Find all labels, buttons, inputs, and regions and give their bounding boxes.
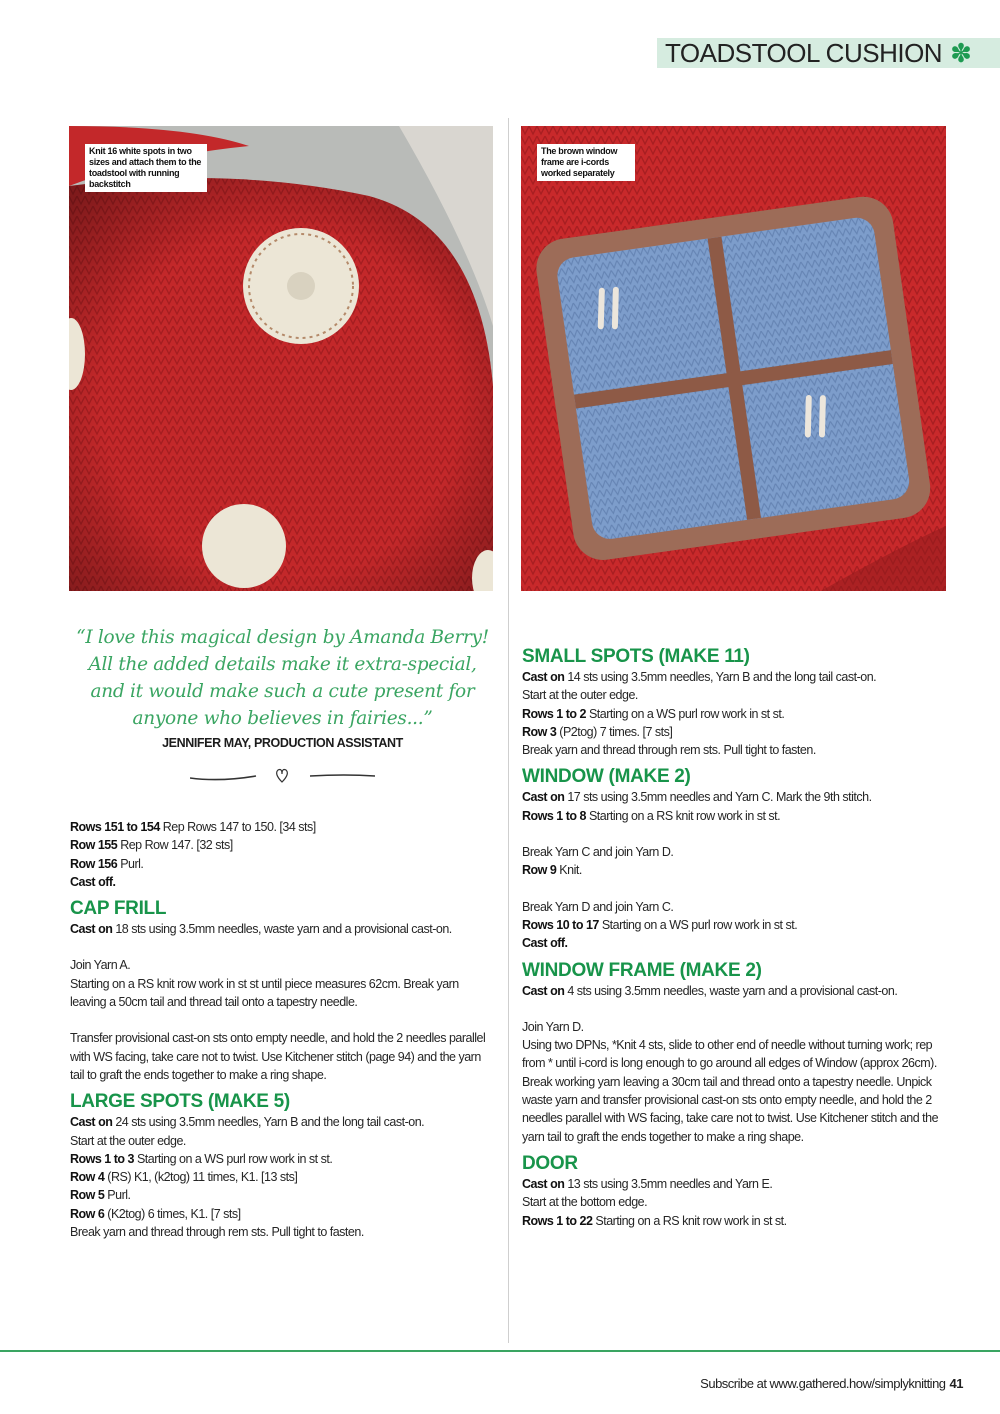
window-illustration [521,126,946,591]
small-spot [202,504,286,588]
row-label: Cast on [70,1115,113,1130]
ornament-divider-icon [190,764,375,788]
pattern-line [522,668,952,686]
row-text: (P2tog) 7 times. [7 sts] [556,724,673,739]
heading-large-spots: LARGE SPOTS (MAKE 5) [70,1091,290,1113]
pattern-line [70,818,495,836]
pattern-line: Break Yarn D and join Yarn C. [522,899,674,914]
row-label: Row 9 [522,863,557,878]
row-label: Row 156 [70,856,118,871]
row-text: (RS) K1, (k2tog) 11 times, K1. [13 sts] [104,1170,298,1185]
pattern-line: Break Yarn C and join Yarn D. [522,845,674,860]
pattern-line [522,807,952,825]
pattern-line [522,861,952,879]
page-section-title: TOADSTOOL CUSHION [665,37,943,68]
row-text: 13 sts using 3.5mm needles and Yarn E. [564,1176,773,1191]
photo-toadstool-spots [69,126,493,591]
pattern-line [70,855,495,873]
pattern-line [522,705,952,723]
row-label: Rows 1 to 2 [522,706,586,721]
pattern-line: Start at the outer edge. [70,1133,186,1148]
pattern-line [70,1186,495,1204]
pattern-line [522,916,952,934]
photo-toadstool-window [521,126,946,591]
pattern-line [70,1168,495,1186]
pattern-line: Starting on a RS knit row work in st st until piece measures 62cm. Break yarn leaving a 50cm tail and thread tail onto a tapestry needle. [70,976,459,1010]
heading-window-frame: WINDOW FRAME (MAKE 2) [522,959,762,981]
row-label: Rows 1 to 22 [522,1213,593,1228]
pattern-line: Break yarn and thread through rem sts. Pull tight to fasten. [70,1225,364,1240]
pattern-line [70,1113,495,1131]
row-label: Cast on [522,670,565,684]
row-label: Rows 10 to 17 [522,917,599,932]
pattern-line [522,788,952,806]
row-text: Starting on a WS purl row work in st st. [133,1151,333,1166]
pattern-line [522,982,952,1000]
row-text: Rep Rows 147 to 150. [34 sts] [159,820,316,834]
row-text: Purl. [104,1188,131,1203]
right-column [522,646,952,1230]
row-text: (K2tog) 6 times, K1. [7 sts] [104,1206,241,1221]
row-text: 4 sts using 3.5mm needles, waste yarn and a provisional cast-on. [564,983,898,998]
footer [700,1376,963,1391]
pattern-line [522,1212,952,1230]
pattern-line: Join Yarn A. [70,958,131,973]
pattern-line [522,723,952,741]
row-label: Row 3 [522,724,557,739]
heading-window: WINDOW (MAKE 2) [522,766,691,788]
pattern-line: Join Yarn D. [522,1019,584,1034]
pattern-line: Transfer provisional cast-on sts onto empty needle, and hold the 2 needles parallel with WS facing, take care not to twist. Use Kitchener stitch (page 94) and the yarn tail to graft the ends together to make a ring shape. [70,1031,486,1082]
pattern-line: Start at the outer edge. [522,688,638,703]
section-header-tab [657,38,1000,68]
row-label: Row 4 [70,1170,105,1185]
left-column [70,818,495,1241]
toadstool-spots-illustration [69,126,493,591]
row-label: Row 6 [70,1206,105,1221]
row-label: Rows 1 to 8 [522,808,586,823]
row-text: Starting on a RS knit row work in st st. [592,1213,787,1228]
subscribe-link[interactable]: Subscribe at www.gathered.how/simplyknitting [700,1376,946,1391]
heading-small-spots: SMALL SPOTS (MAKE 11) [522,646,750,667]
row-label: Rows 151 to 154 [70,820,160,834]
row-label: Rows 1 to 3 [70,1151,134,1166]
row-text: 17 sts using 3.5mm needles and Yarn C. Mark the 9th stitch. [564,790,872,805]
page-number: 41 [949,1376,963,1391]
heading-door: DOOR [522,1152,578,1174]
row-text: 14 sts using 3.5mm needles, Yarn B and the long tail cast-on. [564,670,877,684]
pattern-line [70,873,495,891]
row-text: 24 sts using 3.5mm needles, Yarn B and the long tail cast-on. [112,1115,425,1130]
row-text: Knit. [556,863,582,878]
pattern-line [70,836,495,854]
row-label: Cast on [70,922,113,937]
row-label: Cast on [522,790,565,805]
pattern-line: Start at the bottom edge. [522,1195,648,1210]
pattern-line [70,1150,495,1168]
pattern-line: Break yarn and thread through rem sts. Pull tight to fasten. [522,743,816,758]
row-text: 18 sts using 3.5mm needles, waste yarn and a provisional cast-on. [112,922,452,937]
photo-caption-window: The brown window frame are i-cords worked separately [537,144,635,181]
column-divider [508,118,509,1343]
row-label: Row 5 [70,1188,105,1203]
quote-author: JENNIFER MAY, PRODUCTION ASSISTANT [162,736,403,750]
row-label: Cast on [522,1176,565,1191]
row-label: Cast off. [70,874,116,889]
heading-cap-frill: CAP FRILL [70,898,167,920]
pattern-line: Using two DPNs, *Knit 4 sts, slide to other end of needle without turning work; rep from * until i-cord is long enough to go around all edges of Window (approx 26cm). Break working yarn leaving a 30cm tail and thread onto a tapestry needle. Unpick waste yarn and transfer provisional cast-on sts onto empty needle, and hold the 2 needles parallel with WS facing, take care not to twist. Use Kitchener stitch and the yarn tail to graft the ends together to make a ring shape. [522,1038,939,1144]
row-text: Purl. [117,856,144,871]
row-text: Rep Row 147. [32 sts] [117,838,233,853]
pull-quote: “I love this magical design by Amanda Berry! All the added details make it extra-special, and it would make such a cute present for anyone who believes in fairies...” [76,627,489,729]
row-label: Row 155 [70,838,118,853]
clover-icon: ✽ [950,38,972,68]
row-text: Starting on a RS knit row work in st st. [585,808,781,823]
pattern-line [522,934,952,952]
pattern-line [70,920,495,938]
row-label: Cast off. [522,936,568,951]
photo-caption-spots: Knit 16 white spots in two sizes and attach them to the toadstool with running backstitch [85,144,207,192]
row-text: Starting on a WS purl row work in st st. [585,706,785,721]
footer-rule [0,1350,1000,1352]
row-label: Cast on [522,983,565,998]
pattern-line [70,1205,495,1223]
row-text: Starting on a WS purl row work in st st. [598,917,798,932]
pattern-line [522,1175,952,1193]
